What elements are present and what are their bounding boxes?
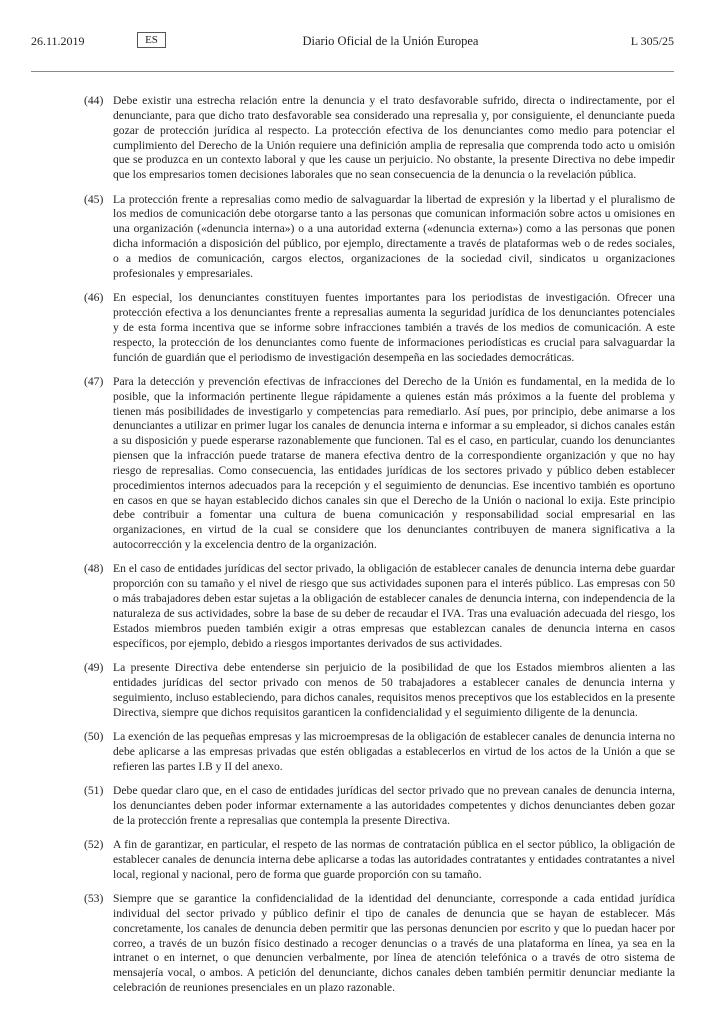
recital-paragraph	[72, 784, 675, 829]
page-reference: L 305/25	[630, 34, 674, 48]
recital-number: (48)	[84, 562, 104, 576]
recital-paragraph	[72, 193, 675, 282]
recital-number: (44)	[84, 94, 104, 107]
recital-number: (50)	[84, 729, 104, 743]
header-rule	[31, 71, 674, 72]
publication-date: 26.11.2019	[31, 34, 85, 48]
recital-paragraph	[72, 291, 675, 365]
recital-text: Debe existir una estrecha relación entre la denuncia y el trato desfavorable sufrido, directa o indirectamente, por el denunciante, para que dicho trato desfavorable sea considerado una represalia y, por consiguiente, el denunciante pueda gozar de protección jurídica al respecto. La protección efectiva de los denunciantes como medio para potenciar el cumplimiento del Derecho de la Unión requiere una definición amplia de represalia que comprenda todo acto u omisión que se produzca en un contexto laboral y que les cause un perjuicio. No obstante, la presente Directiva no debe impedir que los empresarios tomen decisiones laborales que no sean consecuencia de la denuncia o la revelación pública.	[113, 94, 675, 182]
recital-text: La presente Directiva debe entenderse sin perjuicio de la posibilidad de que los Estados miembros alienten a las entidades jurídicas del sector privado con menos de 50 trabajadores a establecer canales de denuncia interna y seguimiento, incluso estableciendo, para dichos canales, requisitos menos preceptivos que los establecidos en la presente Directiva, siempre que dichos requisitos garanticen la confidencialidad y el seguimiento diligente de la denuncia.	[113, 661, 675, 719]
recital-paragraph	[72, 838, 675, 883]
recital-paragraph	[72, 661, 675, 720]
recital-text: Debe quedar claro que, en el caso de entidades jurídicas del sector privado que no prevean canales de denuncia interna, los denunciantes deben poder informar externamente a las autoridades competentes y dichos denunciantes deben gozar de la protección frente a represalias que contempla la presente Directiva.	[113, 783, 675, 827]
recital-paragraph	[72, 562, 675, 651]
journal-title: Diario Oficial de la Unión Europea	[302, 34, 479, 48]
recital-text: En especial, los denunciantes constituyen fuentes importantes para los periodistas de investigación. Ofrecer una protección efectiva a los denunciantes frente a represalias aumenta la seguridad jurídica de los denunciantes potenciales y de esta forma incentiva que se informe sobre infracciones también a través de los medios de comunicación. A este respecto, la protección de los denunciantes como fuente de informaciones periodísticas es crucial para salvaguardar la función de guardián que el periodismo de investigación desempeña en las sociedades democráticas.	[113, 291, 675, 364]
recital-number: (53)	[84, 892, 104, 905]
recital-paragraph	[72, 892, 675, 996]
recital-text: En el caso de entidades jurídicas del sector privado, la obligación de establecer canales de denuncia interna debe guardar proporción con su tamaño y el nivel de riesgo que sus actividades suponen para el interés público. Las empresas con 50 o más trabajadores deben estar sujetas a la obligación de establecer canales de denuncia interna, con independencia de la naturaleza de sus actividades, sobre la base de su deber de recaudar el IVA. Tras una evaluación adecuada del riesgo, los Estados miembros pueden también exigir a otras empresas que establezcan canales de denuncia interna en casos específicos, por ejemplo, debido a riesgos importantes derivados de sus actividades.	[113, 562, 675, 650]
language-badge: ES	[137, 32, 166, 48]
recital-text: Siempre que se garantice la confidencialidad de la identidad del denunciante, corresponde a cada entidad jurídica individual del sector privado y público definir el tipo de canales de denuncia que se hayan de establecer. Más concretamente, los canales de denuncia deben permitir que las personas denuncien por escrito y que lo puedan hacer por correo, a través de un buzón físico destinado a recoger denuncias o a través de una plataforma en línea, ya sea en la intranet o en internet, o que denuncien verbalmente, por línea de atención telefónica o a través de otro sistema de mensajería vocal, o ambos. A petición del denunciante, dichos canales deben también permitir denunciar mediante la celebración de reuniones presenciales en un plazo razonable.	[113, 892, 675, 995]
recital-number: (47)	[84, 374, 104, 388]
page-header	[31, 32, 674, 52]
recital-number: (46)	[84, 291, 104, 305]
recital-number: (45)	[84, 192, 104, 206]
recital-number: (49)	[84, 661, 104, 675]
recital-text: Para la detección y prevención efectivas de infracciones del Derecho de la Unión es fundamental, en la medida de lo posible, que la información pertinente llegue rápidamente a quienes están más próximos a la fuente del problema y tienen más posibilidades de investigarlo y competencias para remediarlo. Así pues, por principio, debe animarse a los denunciantes a utilizar en primer lugar los canales de denuncia interna e informar a su empleador, si dichos canales están a su disposición y puede esperarse razonablemente que funcionen. Tal es el caso, en particular, cuando los denunciantes piensen que la infracción puede tratarse de manera efectiva dentro de la correspondiente organización y que no hay riesgo de represalias. Como consecuencia, las entidades jurídicas de los sectores privado y público deben establecer procedimientos internos adecuados para la recepción y el seguimiento de denuncias. Ese incentivo también es oportuno en casos en que se hayan establecido dichos canales sin que el Derecho de la Unión o nacional lo exija. Este principio debe contribuir a fomentar una cultura de buena comunicación y responsabilidad social empresarial en las organizaciones, en virtud de la cual se considere que los denunciantes contribuyen de manera significativa a la autocorrección y la excelencia dentro de la organización.	[113, 374, 675, 552]
recital-paragraph	[72, 375, 675, 553]
recital-number: (52)	[84, 837, 104, 851]
recital-text: A fin de garantizar, en particular, el respeto de las normas de contratación pública en el sector público, la obligación de establecer canales de denuncia interna debe aplicarse a todas las autoridades contratantes y entidades contratantes a nivel local, regional y nacional, pero de forma que guarde proporción con su tamaño.	[113, 837, 675, 881]
recital-text: La protección frente a represalias como medio de salvaguardar la libertad de expresión y la libertad y el pluralismo de los medios de comunicación debe otorgarse tanto a las personas que comunican información sobre actos u omisiones en una organización («denuncia interna») o a una autoridad externa («denuncia externa») como a las personas que ponen dicha información a disposición del público, por ejemplo, directamente a través de plataformas web o de redes sociales, o a medios de comunicación, cargos electos, organizaciones de la sociedad civil, sindicatos u organizaciones profesionales y empresariales.	[113, 192, 675, 280]
recital-text: La exención de las pequeñas empresas y las microempresas de la obligación de establecer canales de denuncia interna no debe aplicarse a las empresas privadas que estén obligadas a establecerlos en virtud de los actos de la Unión a que se refieren las partes I.B y II del anexo.	[113, 729, 675, 773]
recital-paragraph	[72, 94, 675, 183]
recital-paragraph	[72, 730, 675, 775]
document-body	[72, 94, 675, 1005]
recital-number: (51)	[84, 783, 104, 797]
